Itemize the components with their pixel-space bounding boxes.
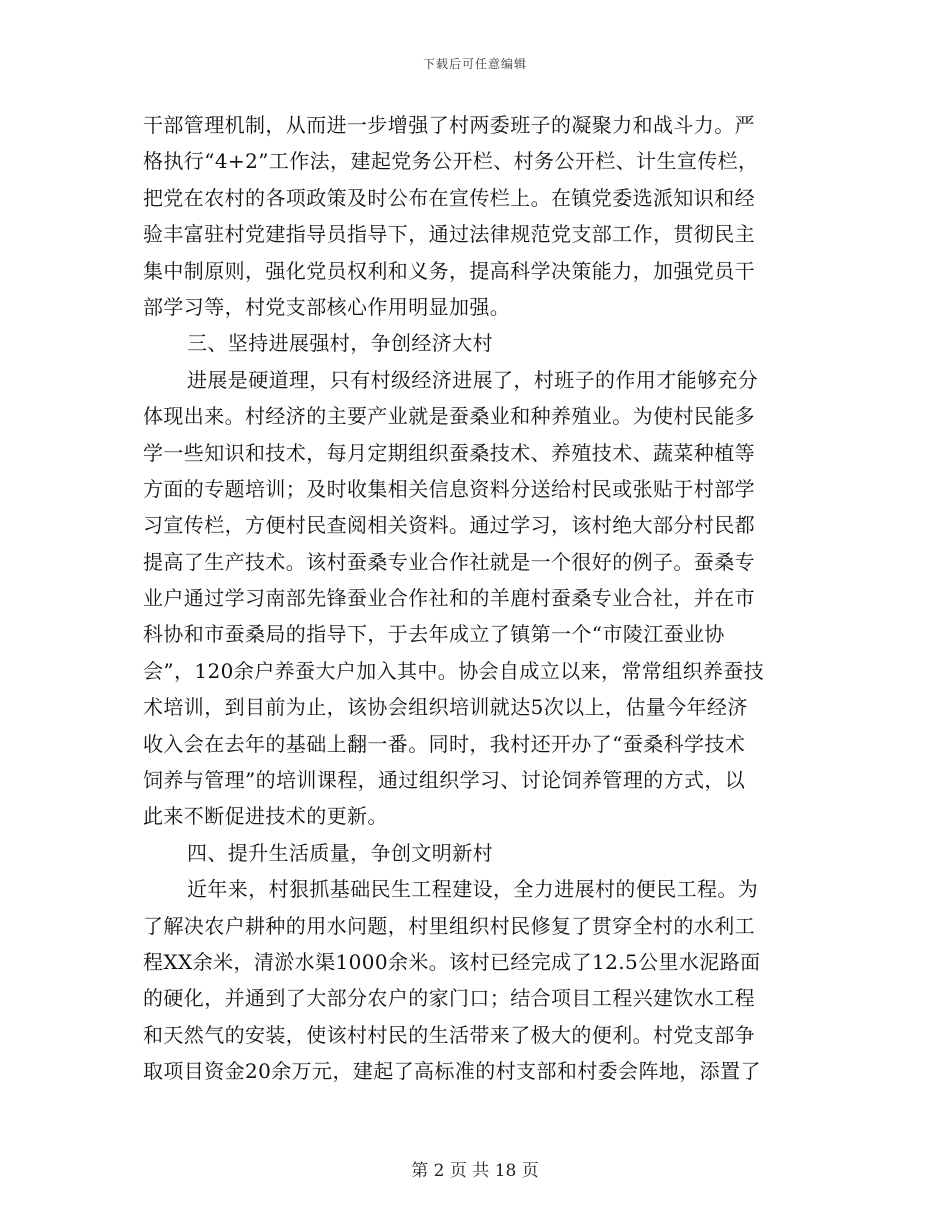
text-line: 验丰富驻村党建指导员指导下，通过法律规范党支部工作，贯彻民主 [143, 222, 755, 247]
text-line: 会”，120余户养蚕大户加入其中。协会自成立以来，常常组织养蚕技 [143, 658, 765, 683]
text-line: 程XX余米，清淤水渠1000余米。该村已经完成了12.5公里水泥路面 [143, 949, 761, 974]
text-line: 格执行“4+2”工作法，建起党务公开栏、村务公开栏、计生宣传栏， [143, 149, 759, 174]
text-line: 的硬化，并通到了大部分农户的家门口；结合项目工程兴建饮水工程 [143, 986, 755, 1011]
text-line: 取项目资金20余万元，建起了高标准的村支部和村委会阵地，添置了 [143, 1059, 761, 1084]
text-line: 业户通过学习南部先锋蚕业合作社和的羊鹿村蚕桑专业合社，并在市 [143, 586, 755, 611]
text-line: 饲养与管理”的培训课程，通过组织学习、讨论饲养管理的方式，以 [143, 768, 746, 793]
text-line: 术培训，到目前为止，该协会组织培训就达5次以上，估量今年经济 [143, 695, 748, 720]
section-heading-4: 四、提升生活质量，争创文明新村 [187, 840, 493, 865]
text-line: 体现出来。村经济的主要产业就是蚕桑业和种养殖业。为使村民能多 [143, 404, 755, 429]
text-line: 进展是硬道理，只有村级经济进展了，村班子的作用才能够充分 [187, 367, 759, 392]
text-line: 科协和市蚕桑局的指导下，于去年成立了镇第一个“市陵江蚕业协 [143, 622, 725, 647]
text-line: 提高了生产技术。该村蚕桑专业合作社就是一个很好的例子。蚕桑专 [143, 549, 755, 574]
page-header: 下载后可任意编辑 [422, 57, 527, 71]
text-line: 把党在农村的各项政策及时公布在宣传栏上。在镇党委选派知识和经 [143, 185, 755, 210]
document-body [143, 107, 807, 1090]
page-number: 第 2 页 共 18 页 [411, 1161, 539, 1181]
text-line: 了解决农户耕种的用水问题，村里组织村民修复了贯穿全村的水利工 [143, 913, 755, 938]
text-line: 集中制原则，强化党员权利和义务，提高科学决策能力，加强党员干 [143, 258, 755, 283]
text-line: 部学习等，村党支部核心作用明显加强。 [143, 294, 511, 319]
text-line: 习宣传栏，方便村民查阅相关资料。通过学习，该村绝大部分村民都 [143, 513, 755, 538]
text-line: 和天然气的安装，使该村村民的生活带来了极大的便利。村党支部争 [143, 1022, 755, 1047]
section-heading-3: 三、坚持进展强村，争创经济大村 [187, 331, 493, 356]
text-line: 干部管理机制，从而进一步增强了村两委班子的凝聚力和战斗力。严 [143, 113, 755, 137]
text-line: 近年来，村狠抓基础民生工程建设，全力进展村的便民工程。为 [187, 877, 759, 902]
text-line: 收入会在去年的基础上翻一番。同时，我村还开办了“蚕桑科学技术 [143, 731, 746, 756]
text-line: 方面的专题培训；及时收集相关信息资料分送给村民或张贴于村部学 [143, 476, 755, 501]
text-line: 学一些知识和技术，每月定期组织蚕桑技术、养殖技术、蔬菜种植等 [143, 440, 755, 465]
text-line: 此来不断促进技术的更新。 [143, 804, 388, 829]
